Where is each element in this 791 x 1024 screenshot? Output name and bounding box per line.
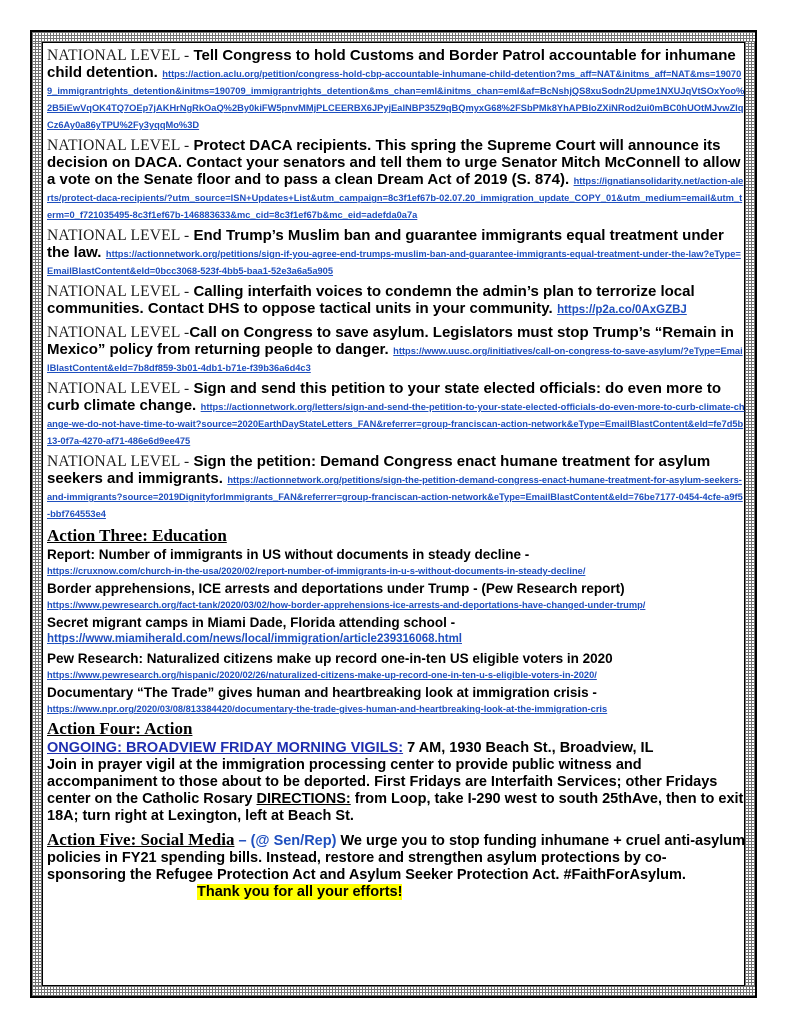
directions-body: from Loop, take I-290 west to south 25thAve, then to exit 18A; turn right at Lexington, left at Beach St. (47, 791, 744, 824)
national-item (47, 380, 745, 448)
directions-label: DIRECTIONS: (256, 791, 351, 807)
level-label: NATIONAL LEVEL - (47, 47, 194, 64)
education-item (47, 615, 745, 647)
level-label: NATIONAL LEVEL - (47, 380, 194, 397)
thanks-highlight: Thank you for all your efforts! (197, 884, 403, 900)
education-text: Border apprehensions, ICE arrests and deportations under Trump - (Pew Research report) (47, 581, 625, 596)
petition-link[interactable]: https://actionnetwork.org/letters/sign-and-send-the-petition-to-your-state-elected-officials-do-even-more-to-curb-climate-change-we-do-not-have-time-to-wait?source=2020EarthDayStateLetters_FAN&referrer=group-franciscan-action-network&eType=EmailBlastContent&eId=fe7d5b13-0f7a-4270-af71-486e6d9ee475 (47, 402, 745, 446)
action-five-heading: Action Five: Social Media (47, 830, 235, 849)
national-item (47, 47, 745, 132)
level-label: NATIONAL LEVEL - (47, 453, 194, 470)
greek-key-border-left (32, 42, 42, 986)
national-item (47, 137, 745, 222)
greek-key-border-top (32, 32, 755, 42)
greek-key-border-right (745, 42, 755, 986)
petition-link[interactable]: https://p2a.co/0AxGZBJ (557, 304, 687, 316)
education-text: Pew Research: Naturalized citizens make up record one-in-ten US eligible voters in 2020 (47, 651, 613, 666)
greek-key-border-bottom (32, 986, 755, 996)
petition-link[interactable]: https://ignatiansolidarity.net/action-alerts/protect-daca-recipients/?utm_source=ISN+Updates+List&utm_campaign=8c3f1ef67b-02.07.20_immigration_update_COPY_01&utm_medium=email&utm_term=0_f721035495-8c3f1ef67b-146883633&mc_cid=8c3f1ef67b&mc_eid=adefda0a7a (47, 176, 744, 220)
education-text: Documentary “The Trade” gives human and heartbreaking look at immigration crisis - (47, 685, 597, 700)
handle-label: – (@ Sen/Rep) (234, 833, 337, 849)
petition-link[interactable]: https://action.aclu.org/petition/congress-hold-cbp-accountable-inhumane-child-detention?ms_aff=NAT&initms_aff=NAT&ms=190709_immigrantrights_detention&initms=190709_immigrantrights_detention&ms_chan=eml&initms_chan=eml&af=BcNshjQS8xuSodn2Upme1NXUJqVtSOxYoo%2B5iEwVqOK4TQ7OEp7jAKHrNgRkOaQ%2By0kiFW5pnvMMjPLCEERBX6JPyjEalNBP35Z9qBQmyxG68%2FSbPMk8YhAPBloZXiNRod2ui0mBC0hUOtMJvwZIqCz6Ay0a86yTPU%2Fy3yqqMo%3D (47, 69, 745, 130)
education-item (47, 685, 745, 715)
education-link[interactable]: https://www.npr.org/2020/03/08/813384420/documentary-the-trade-gives-human-and-heartbreaking-look-at-the-immigration-cris (47, 704, 608, 714)
item-text: Protect DACA recipients. This spring the Supreme Court will announce its decision on DACA. Contact your senators and tell them to urge Senator Mitch McConnell to allow a vote on the Senate floor and to pass a clean Dream Act of 2019 (S. 874). (47, 137, 741, 188)
petition-link[interactable]: https://actionnetwork.org/petitions/sign-if-you-agree-end-trumps-muslim-ban-and-guarantee-immigrants-equal-treatment-under-the-law?eType=EmailBlastContent&eId=0bcc3068-523f-4bb5-baa1-52e3a6a5a905 (47, 249, 741, 276)
national-item (47, 324, 745, 375)
national-item (47, 283, 745, 319)
item-text: Sign and send this petition to your state elected officials: do even more to curb climate change. (47, 380, 722, 414)
education-heading: Action Three: Education (47, 526, 227, 545)
education-item (47, 547, 745, 577)
education-link[interactable]: https://www.pewresearch.org/hispanic/2020/02/26/naturalized-citizens-make-up-record-one-in-ten-u-s-eligible-voters-in-2020/ (47, 670, 597, 680)
social-media-block (47, 831, 745, 901)
education-link[interactable]: https://www.pewresearch.org/fact-tank/2020/03/02/how-border-apprehensions-ice-arrests-and-deportations-have-changed-under-trump/ (47, 600, 646, 610)
vigil-body: Join in prayer vigil at the immigration processing center to provide public witness and accompaniment to those about to be deported. First Fridays are Interfaith Services; other Fridays center on the Catholic Rosary (47, 757, 718, 807)
vigil-title[interactable]: ONGOING: BROADVIEW FRIDAY MORNING VIGILS: (47, 740, 404, 756)
level-label: NATIONAL LEVEL - (47, 227, 194, 244)
vigil-location: 7 AM, 1930 Beach St., Broadview, IL (403, 740, 654, 756)
national-item (47, 227, 745, 278)
level-label: NATIONAL LEVEL - (47, 324, 190, 341)
education-link[interactable]: https://www.miamiherald.com/news/local/immigration/article239316068.html (47, 633, 462, 645)
item-text: Call on Congress to save asylum. Legislators must stop Trump’s “Remain in Mexico” policy from returning people to danger. (47, 324, 734, 358)
education-item (47, 651, 745, 681)
action-four-heading: Action Four: Action (47, 719, 193, 738)
level-label: NATIONAL LEVEL - (47, 137, 194, 154)
level-label: NATIONAL LEVEL - (47, 283, 194, 300)
education-text: Secret migrant camps in Miami Dade, Florida attending school - (47, 615, 456, 630)
petition-link[interactable]: https://actionnetwork.org/petitions/sign-the-petition-demand-congress-enact-humane-treatment-for-asylum-seekers-and-immigrants?source=2019DignityforImmigrants_FAN&referrer=group-franciscan-action-network&eType=EmailBlastContent&eId=76be7177-0454-4cfe-a9f5-bbf764553e4 (47, 475, 743, 519)
document-body (47, 47, 745, 901)
education-text: Report: Number of immigrants in US without documents in steady decline - (47, 547, 530, 562)
item-text: Calling interfaith voices to condemn the admin’s plan to terrorize local communities. Contact DHS to oppose tactical units in your community. (47, 283, 695, 317)
petition-link[interactable]: https://www.uusc.org/initiatives/call-on-congress-to-save-asylum/?eType=EmailBlastContent&eId=7b8df859-3b01-4db1-b71e-f39b36a6d4c3 (47, 346, 743, 373)
item-text: End Trump’s Muslim ban and guarantee immigrants equal treatment under the law. (47, 227, 724, 261)
education-link[interactable]: https://cruxnow.com/church-in-the-usa/2020/02/report-number-of-immigrants-in-u-s-without-documents-in-steady-decline/ (47, 566, 586, 576)
education-item (47, 581, 745, 611)
national-item (47, 453, 745, 521)
item-text: Tell Congress to hold Customs and Border Patrol accountable for inhumane child detention. (47, 47, 736, 81)
item-text: Sign the petition: Demand Congress enact humane treatment for asylum seekers and immigrants. (47, 453, 711, 487)
vigil-block (47, 740, 745, 825)
social-media-body: We urge you to stop funding inhumane + cruel anti-asylum policies in FY21 spending bills. Instead, restore and strengthen asylum protections by co-sponsoring the Refugee Protection Act and Asylum Seeker Protection Act. #FaithForAsylum. (47, 833, 746, 883)
